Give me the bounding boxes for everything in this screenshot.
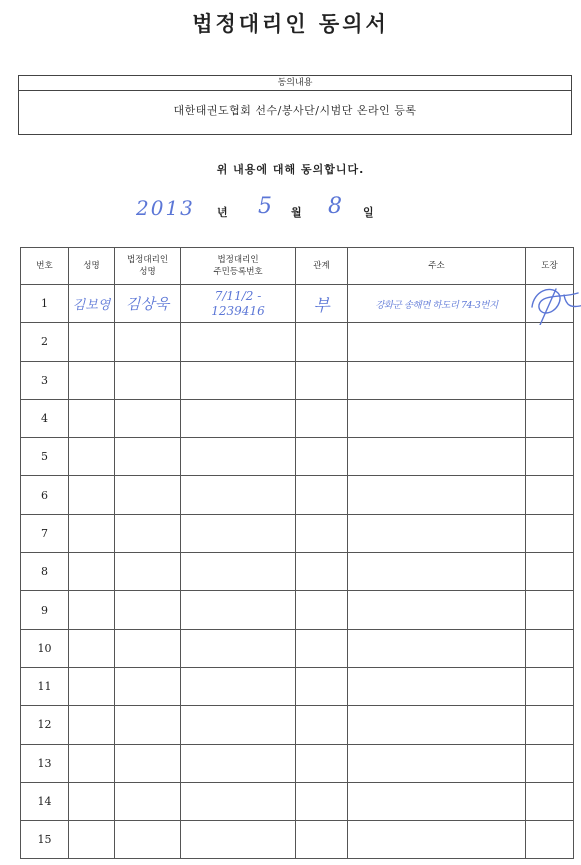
relation bbox=[296, 782, 348, 820]
address bbox=[348, 553, 526, 591]
date-year: 2013 bbox=[136, 196, 195, 220]
guardian-rrn bbox=[181, 744, 296, 782]
guardian-name bbox=[115, 706, 181, 744]
date-day: 8 bbox=[328, 194, 342, 219]
consent-header: 동의내용 bbox=[19, 76, 571, 91]
row-number: 3 bbox=[21, 361, 69, 399]
relation bbox=[296, 361, 348, 399]
seal-cell bbox=[526, 399, 574, 437]
address bbox=[348, 706, 526, 744]
table-row bbox=[21, 361, 574, 399]
guardian-name bbox=[115, 782, 181, 820]
address bbox=[348, 438, 526, 476]
seal-cell bbox=[526, 591, 574, 629]
table-header-row bbox=[21, 248, 574, 285]
student-name bbox=[69, 514, 115, 552]
guardian-name bbox=[115, 629, 181, 667]
address bbox=[348, 514, 526, 552]
guardian-rrn bbox=[181, 361, 296, 399]
student-name bbox=[69, 553, 115, 591]
seal-cell bbox=[526, 821, 574, 859]
header-guardian-name-line2: 성명 bbox=[139, 267, 156, 277]
table-row bbox=[21, 438, 574, 476]
student-name bbox=[69, 744, 115, 782]
seal-cell bbox=[526, 361, 574, 399]
header-address: 주소 bbox=[348, 248, 526, 285]
guardian-name bbox=[115, 591, 181, 629]
guardian-rrn bbox=[181, 821, 296, 859]
guardian-rrn bbox=[181, 553, 296, 591]
header-relation: 관계 bbox=[296, 248, 348, 285]
guardian-name bbox=[115, 553, 181, 591]
guardian-name bbox=[115, 361, 181, 399]
student-name bbox=[69, 667, 115, 705]
guardian-name bbox=[115, 476, 181, 514]
header-guardian-name bbox=[115, 248, 181, 285]
row-number: 1 bbox=[21, 285, 69, 323]
signature-icon bbox=[526, 279, 581, 325]
date-row bbox=[0, 196, 581, 222]
guardian-name bbox=[115, 821, 181, 859]
table-row bbox=[21, 476, 574, 514]
seal-cell bbox=[526, 744, 574, 782]
guardian-rrn bbox=[181, 514, 296, 552]
guardian-rrn bbox=[181, 438, 296, 476]
relation bbox=[296, 591, 348, 629]
seal-cell bbox=[526, 706, 574, 744]
guardian-name bbox=[115, 438, 181, 476]
guardian-rrn bbox=[181, 667, 296, 705]
header-guardian-rrn bbox=[181, 248, 296, 285]
student-name: 김보영 bbox=[69, 285, 115, 323]
row-number: 12 bbox=[21, 706, 69, 744]
seal-cell bbox=[526, 438, 574, 476]
seal-cell bbox=[526, 782, 574, 820]
relation bbox=[296, 323, 348, 361]
relation: 부 bbox=[296, 285, 348, 323]
address bbox=[348, 399, 526, 437]
guardian-rrn bbox=[181, 629, 296, 667]
student-name bbox=[69, 629, 115, 667]
table-row bbox=[21, 744, 574, 782]
address bbox=[348, 667, 526, 705]
relation bbox=[296, 706, 348, 744]
student-name bbox=[69, 323, 115, 361]
guardian-name bbox=[115, 667, 181, 705]
guardian-rrn-line1: 7/11/2 - bbox=[214, 288, 262, 303]
relation bbox=[296, 399, 348, 437]
row-number: 13 bbox=[21, 744, 69, 782]
relation bbox=[296, 667, 348, 705]
row-number: 5 bbox=[21, 438, 69, 476]
agreement-statement: 위 내용에 대해 동의합니다. bbox=[216, 163, 365, 176]
seal-cell bbox=[526, 514, 574, 552]
row-number: 7 bbox=[21, 514, 69, 552]
date-day-label: 일 bbox=[363, 206, 374, 219]
consent-box bbox=[18, 75, 572, 135]
header-name: 성명 bbox=[69, 248, 115, 285]
table-row bbox=[21, 629, 574, 667]
row-number: 8 bbox=[21, 553, 69, 591]
row-number: 14 bbox=[21, 782, 69, 820]
guardian-rrn bbox=[181, 706, 296, 744]
seal-cell bbox=[526, 629, 574, 667]
guardian-name bbox=[115, 323, 181, 361]
relation bbox=[296, 438, 348, 476]
student-name bbox=[69, 399, 115, 437]
row-number: 15 bbox=[21, 821, 69, 859]
date-year-label: 년 bbox=[217, 206, 228, 219]
relation bbox=[296, 476, 348, 514]
guardian-rrn bbox=[181, 476, 296, 514]
date-month: 5 bbox=[258, 194, 272, 219]
seal-cell bbox=[526, 476, 574, 514]
consent-body: 대한태권도협회 선수/봉사단/시범단 온라인 등록 bbox=[173, 104, 417, 117]
row-number: 10 bbox=[21, 629, 69, 667]
table-row bbox=[21, 706, 574, 744]
guardian-table bbox=[20, 247, 574, 859]
date-month-label: 월 bbox=[291, 206, 302, 219]
relation bbox=[296, 514, 348, 552]
guardian-rrn bbox=[181, 323, 296, 361]
table-row bbox=[21, 553, 574, 591]
document-title: 법정대리인 동의서 bbox=[192, 11, 389, 36]
table-row bbox=[21, 667, 574, 705]
table-row bbox=[21, 399, 574, 437]
row-number: 11 bbox=[21, 667, 69, 705]
guardian-name bbox=[115, 399, 181, 437]
guardian-rrn-line2: 1239416 bbox=[211, 303, 265, 318]
relation bbox=[296, 821, 348, 859]
address: 강화군 송해면 하도리 74-3번지 bbox=[348, 285, 526, 323]
table-row bbox=[21, 514, 574, 552]
row-number: 4 bbox=[21, 399, 69, 437]
address bbox=[348, 361, 526, 399]
student-name bbox=[69, 706, 115, 744]
address bbox=[348, 782, 526, 820]
table-row bbox=[21, 821, 574, 859]
relation bbox=[296, 744, 348, 782]
student-name bbox=[69, 821, 115, 859]
address bbox=[348, 323, 526, 361]
student-name bbox=[69, 591, 115, 629]
address bbox=[348, 821, 526, 859]
row-number: 6 bbox=[21, 476, 69, 514]
address bbox=[348, 476, 526, 514]
table-row bbox=[21, 591, 574, 629]
guardian-name bbox=[115, 514, 181, 552]
guardian-rrn bbox=[181, 782, 296, 820]
guardian-name: 김상욱 bbox=[115, 285, 181, 323]
header-guardian-rrn-line2: 주민등록번호 bbox=[213, 267, 263, 277]
guardian-rrn bbox=[181, 285, 296, 323]
student-name bbox=[69, 361, 115, 399]
address bbox=[348, 744, 526, 782]
header-seal: 도장 bbox=[526, 248, 574, 285]
student-name bbox=[69, 476, 115, 514]
header-guardian-rrn-line1: 법정대리인 bbox=[217, 255, 259, 265]
row-number: 9 bbox=[21, 591, 69, 629]
seal-cell bbox=[526, 285, 574, 323]
student-name bbox=[69, 438, 115, 476]
table-row bbox=[21, 782, 574, 820]
header-no: 번호 bbox=[21, 248, 69, 285]
row-number: 2 bbox=[21, 323, 69, 361]
relation bbox=[296, 629, 348, 667]
table-row bbox=[21, 285, 574, 323]
seal-cell bbox=[526, 323, 574, 361]
guardian-rrn bbox=[181, 399, 296, 437]
student-name bbox=[69, 782, 115, 820]
seal-cell bbox=[526, 667, 574, 705]
guardian-name bbox=[115, 744, 181, 782]
address bbox=[348, 591, 526, 629]
header-guardian-name-line1: 법정대리인 bbox=[126, 255, 169, 265]
address bbox=[348, 629, 526, 667]
seal-cell bbox=[526, 553, 574, 591]
relation bbox=[296, 553, 348, 591]
table-row bbox=[21, 323, 574, 361]
guardian-rrn bbox=[181, 591, 296, 629]
